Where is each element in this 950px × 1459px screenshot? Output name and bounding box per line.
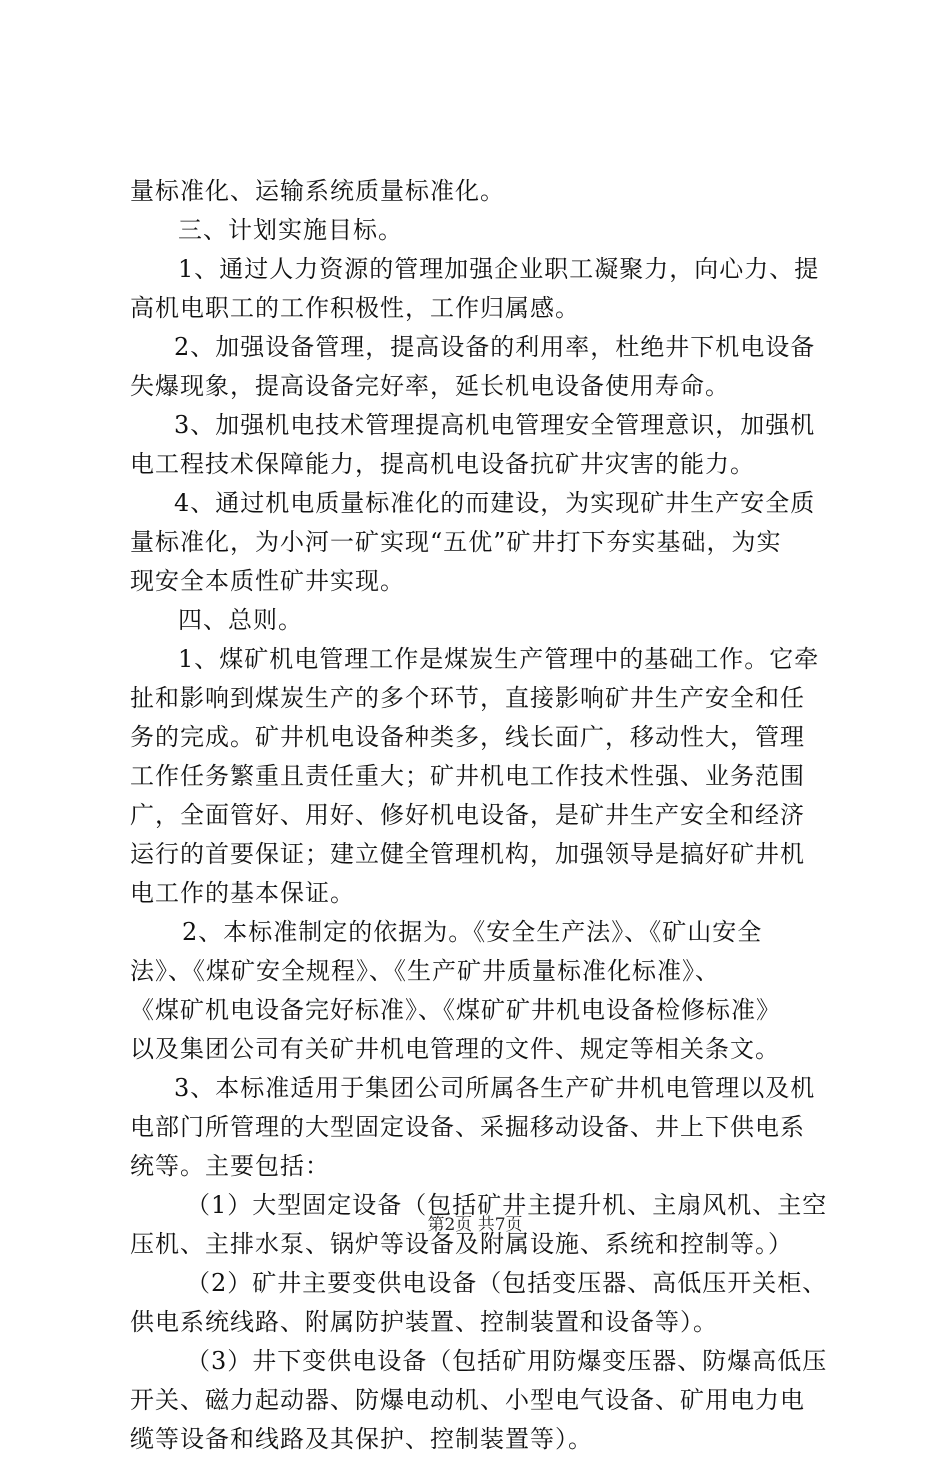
- text-line: 高机电职工的工作积极性，工作归属感。: [130, 294, 580, 322]
- list-item: （1）大型固定设备（包括矿井主提升机、主扇风机、主空: [186, 1191, 828, 1219]
- body-text: [130, 172, 835, 1459]
- text-line: 2、加强设备管理，提高设备的利用率，杜绝井下机电设备: [174, 333, 816, 361]
- text-line: 量标准化、运输系统质量标准化。: [130, 177, 505, 205]
- text-line: 2、本标准制定的依据为。《安全生产法》、《矿山安全: [182, 918, 763, 946]
- text-line: 3、加强机电技术管理提高机电管理安全管理意识，加强机: [174, 411, 816, 439]
- text-line: 统等。主要包括：: [130, 1152, 330, 1180]
- text-line: 缆等设备和线路及其保护、控制装置等）。: [130, 1425, 593, 1453]
- list-item: （2）矿井主要变供电设备（包括变压器、高低压开关柜、: [186, 1269, 828, 1297]
- text-line: 1、通过人力资源的管理加强企业职工凝聚力，向心力、提: [178, 255, 820, 283]
- text-line: 扯和影响到煤炭生产的多个环节，直接影响矿井生产安全和任: [130, 684, 805, 712]
- text-line: 运行的首要保证；建立健全管理机构，加强领导是搞好矿井机: [130, 840, 805, 868]
- text-line: 量标准化，为小河一矿实现“五优”矿井打下夯实基础，为实: [130, 528, 782, 556]
- text-line: 4、通过机电质量标准化的而建设，为实现矿井生产安全质: [174, 489, 816, 517]
- text-line: 工作任务繁重且责任重大；矿井机电工作技术性强、业务范围: [130, 762, 805, 790]
- text-line: 务的完成。矿井机电设备种类多，线长面广，移动性大，管理: [130, 723, 805, 751]
- section-heading: 四、总则。: [178, 606, 303, 634]
- page-number-footer: 第2页 共7页: [427, 1215, 523, 1235]
- text-line: 现安全本质性矿井实现。: [130, 567, 405, 595]
- text-line: 开关、磁力起动器、防爆电动机、小型电气设备、矿用电力电: [130, 1386, 805, 1414]
- text-line: 供电系统线路、附属防护装置、控制装置和设备等）。: [130, 1308, 718, 1336]
- text-line: 电部门所管理的大型固定设备、采掘移动设备、井上下供电系: [130, 1113, 805, 1141]
- text-line: 法》、《煤矿安全规程》、《生产矿井质量标准化标准》、: [130, 957, 720, 985]
- text-line: 《煤矿机电设备完好标准》、《煤矿矿井机电设备检修标准》: [130, 996, 781, 1024]
- text-line: 压机、主排水泵、锅炉等设备及附属设施、系统和控制等。）: [130, 1230, 793, 1258]
- text-line: 电工程技术保障能力，提高机电设备抗矿井灾害的能力。: [130, 450, 755, 478]
- section-heading: 三、计划实施目标。: [178, 216, 403, 244]
- text-line: 失爆现象，提高设备完好率，延长机电设备使用寿命。: [130, 372, 730, 400]
- text-line: 3、本标准适用于集团公司所属各生产矿井机电管理以及机: [174, 1074, 816, 1102]
- text-line: 广，全面管好、用好、修好机电设备，是矿井生产安全和经济: [130, 801, 805, 829]
- list-item: （3）井下变供电设备（包括矿用防爆变压器、防爆高低压: [186, 1347, 828, 1375]
- text-line: 电工作的基本保证。: [130, 879, 355, 907]
- text-line: 以及集团公司有关矿井机电管理的文件、规定等相关条文。: [130, 1035, 780, 1063]
- text-line: 1、煤矿机电管理工作是煤炭生产管理中的基础工作。它牵: [178, 645, 820, 673]
